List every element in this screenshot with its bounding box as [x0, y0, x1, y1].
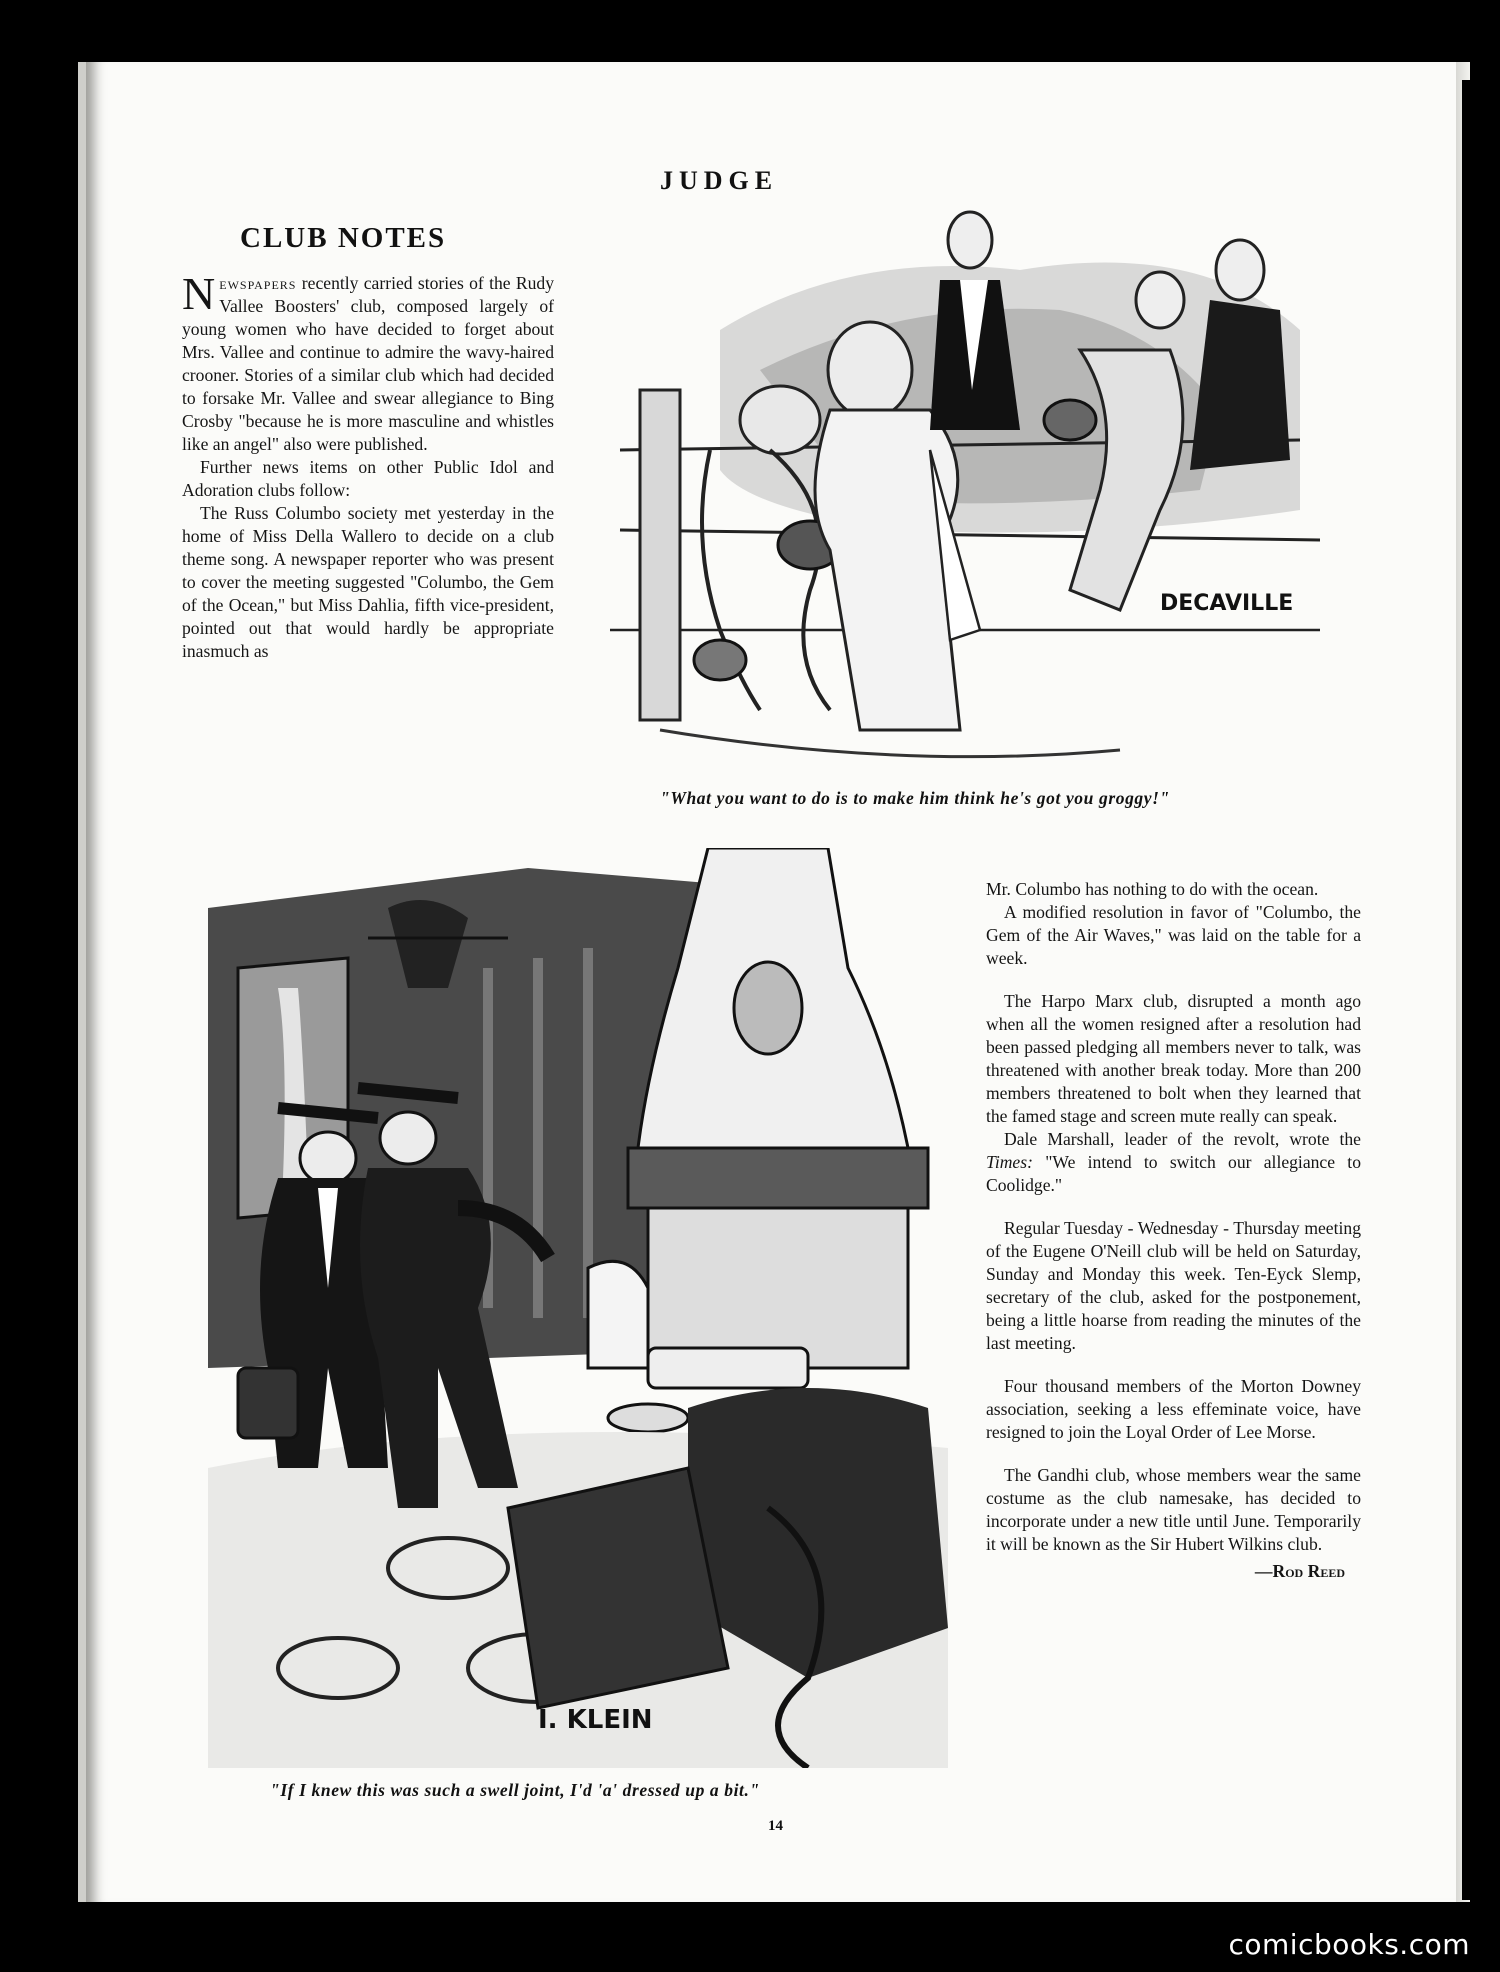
top-cartoon-caption: "What you want to do is to make him think he's got you groggy!": [660, 788, 1170, 808]
paragraph: The Russ Columbo society met yesterday in the home of Miss Della Wallero to decide on a club theme song. A newspaper reporter who was present to cover the meeting suggested "Columbo, the Gem of the Ocean," but Miss Dahlia, fifth vice-president, pointed out that would hardly be appropriate inasmuch as: [182, 503, 554, 661]
paragraph: Mr. Columbo has nothing to do with the ocean.: [986, 879, 1319, 899]
article-title: CLUB NOTES: [240, 222, 447, 254]
paragraph: recently carried stories of the Rudy Vallee Boosters' club, composed largely of young women who have decided to forget about Mrs. Vallee and continue to admire the wavy-haired crooner. Stories of a similar club which had decided to forsake Mr. Vallee and swear allegiance to Bing Crosby "because he is more masculine and whistles like an angel" also were published.: [182, 273, 554, 454]
article-right-column: [986, 878, 1361, 1583]
paragraph: Regular Tuesday - Wednesday - Thursday meeting of the Eugene O'Neill club will be held on Saturday, Sunday and Monday this week. Ten-Eyck Slemp, secretary of the club, asked for the postponement, being a little hoarse from reading the minutes of the last meeting.: [986, 1218, 1361, 1353]
lead-smallcaps: ewspapers: [219, 273, 297, 293]
binding-gutter: [1462, 80, 1500, 1900]
drop-cap: N: [182, 268, 216, 319]
mansion-interior-illustration: [208, 848, 948, 1768]
site-watermark: comicbooks.com: [1228, 1928, 1470, 1961]
boxing-ring-illustration: [600, 210, 1320, 780]
times-reference: Times:: [986, 1152, 1033, 1172]
article-left-column: [182, 268, 554, 663]
page-number: 14: [768, 1818, 783, 1834]
bottom-cartoon-caption: "If I knew this was such a swell joint, I'd 'a' dressed up a bit.": [270, 1780, 760, 1800]
illustration-signature: I. KLEIN: [538, 1705, 653, 1735]
article-byline: —Rod Reed: [1254, 1561, 1345, 1581]
paragraph: Dale Marshall, leader of the revolt, wrote the Times: "We intend to switch our allegiance to Coolidge.": [986, 1129, 1361, 1195]
magazine-title: JUDGE: [660, 166, 779, 195]
paragraph: Further news items on other Public Idol and Adoration clubs follow:: [182, 457, 554, 500]
paragraph: A modified resolution in favor of "Columbo, the Gem of the Air Waves," was laid on the table for a week.: [986, 902, 1361, 968]
illustration-signature: DECAVILLE: [1160, 591, 1294, 616]
paragraph: The Gandhi club, whose members wear the same costume as the club namesake, has decided to incorporate under a new title until June. Temporarily it will be known as the Sir Hubert Wilkins club.: [986, 1465, 1361, 1554]
paragraph: The Harpo Marx club, disrupted a month ago when all the women resigned after a resolution had been passed pledging all members never to talk, was threatened with another break today. More than 200 members threatened to bolt when they learned that the famed stage and screen mute really can speak.: [986, 991, 1361, 1126]
paragraph: Four thousand members of the Morton Downey association, seeking a less effeminate voice, have resigned to join the Loyal Order of Lee Morse.: [986, 1376, 1361, 1442]
